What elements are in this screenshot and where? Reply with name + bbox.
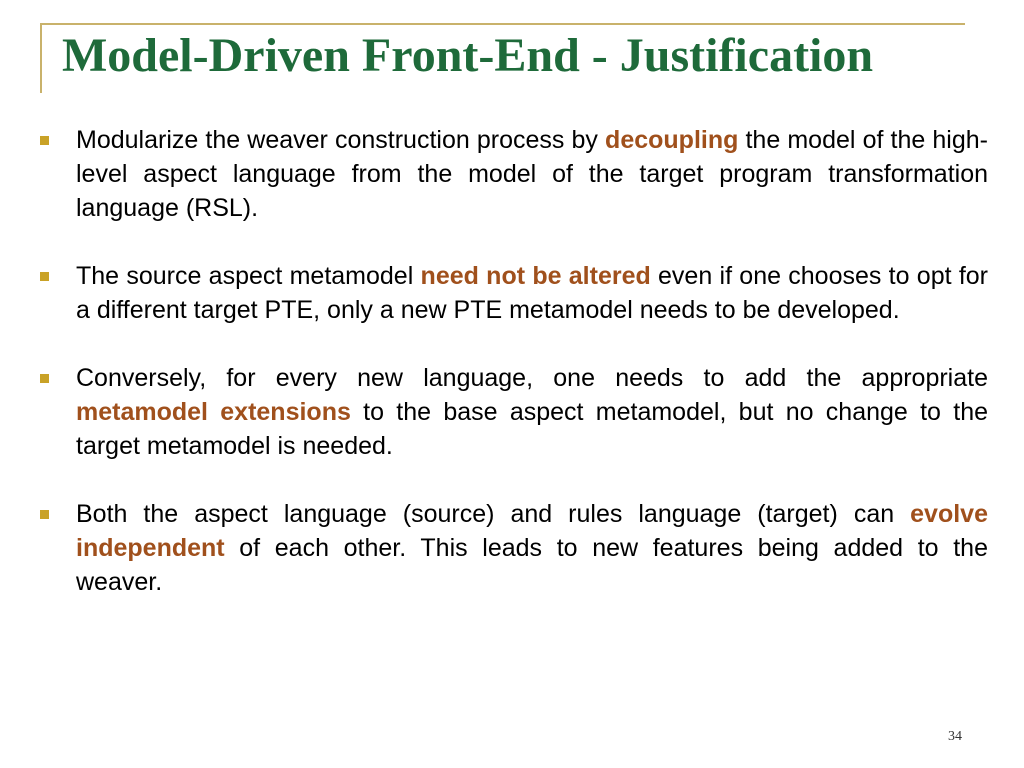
bullet-item-need-not-be-altered xyxy=(38,259,988,327)
bullet-emphasis: need not be altered xyxy=(420,262,651,290)
bullet-text: to the base aspect metamodel, but no change to the target metamodel is needed. xyxy=(76,398,988,460)
bullet-text: even if one chooses to opt for a different target PTE, only a new PTE metamodel needs to be developed. xyxy=(76,262,988,324)
bullet-item-evolve-independent xyxy=(38,497,988,599)
bullet-text: of each other. This leads to new features being added to the weaver. xyxy=(76,534,988,596)
bullet-text: Conversely, for every new language, one needs to add the appropriate xyxy=(76,364,988,392)
bullet-item-decoupling xyxy=(38,123,988,225)
title-top-rule xyxy=(40,23,965,25)
title-left-rule xyxy=(40,23,42,93)
bullet-text: Both the aspect language (source) and rules language (target) can xyxy=(76,500,911,528)
bullet-text: the model of the high-level aspect language from the model of the target program transformation language (RSL). xyxy=(76,126,988,222)
bullet-emphasis: evolve independent xyxy=(76,500,988,562)
bullet-emphasis: metamodel extensions xyxy=(76,398,351,426)
page-number: 34 xyxy=(948,729,962,744)
square-bullet-icon xyxy=(40,510,49,519)
square-bullet-icon xyxy=(40,272,49,281)
square-bullet-icon xyxy=(40,136,49,145)
bullet-item-metamodel-extensions xyxy=(38,361,988,463)
bullet-text: Modularize the weaver construction process by xyxy=(76,126,606,154)
square-bullet-icon xyxy=(40,374,49,383)
slide-title: Model-Driven Front-End - Justification xyxy=(62,29,874,82)
bullet-list xyxy=(38,123,988,633)
bullet-emphasis: decoupling xyxy=(605,126,739,154)
bullet-text: The source aspect metamodel xyxy=(76,262,421,290)
